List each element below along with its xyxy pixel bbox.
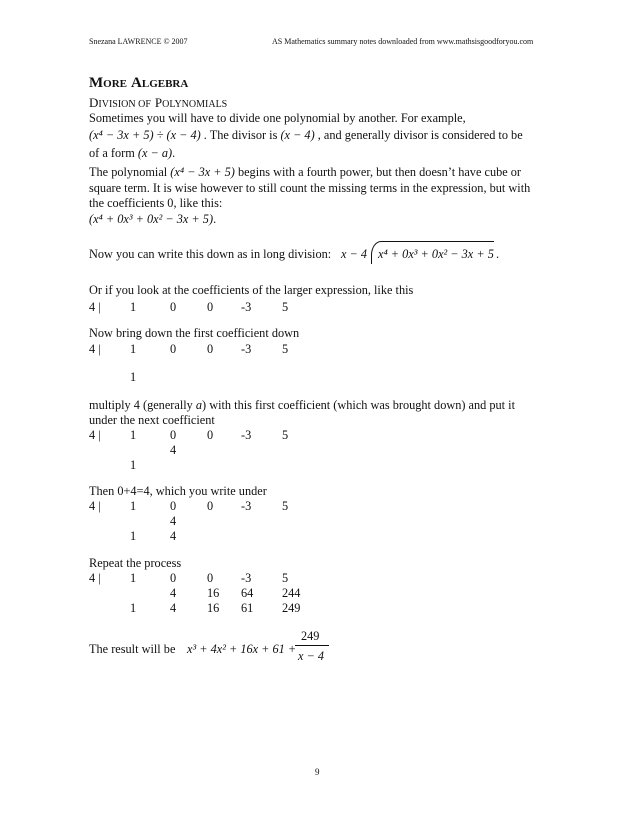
- result-coefficient: 4: [170, 529, 177, 543]
- result-coefficient: 16: [207, 601, 220, 615]
- paragraph-line: Or if you look at the coefficients of the larger expression, like this: [89, 283, 414, 297]
- text-run: multiply 4 (generally: [89, 398, 196, 412]
- product-value: 244: [282, 586, 301, 600]
- paragraph-line: Now bring down the first coefficient down: [89, 326, 300, 340]
- coefficient: 0: [170, 571, 177, 585]
- coefficient: 5: [282, 428, 289, 442]
- coefficient: 0: [207, 300, 214, 314]
- paragraph-line: [89, 398, 515, 413]
- result-coefficient: 61: [241, 601, 254, 615]
- coefficient: 0: [207, 571, 214, 585]
- product-value: 4: [170, 514, 177, 528]
- paragraph-line: Now you can write this down as in long division:: [89, 247, 332, 261]
- coefficient: -3: [241, 499, 252, 513]
- coefficient: 1: [130, 300, 137, 314]
- product-value: 16: [207, 586, 220, 600]
- section-subtitle: [89, 94, 227, 112]
- title-letter: A: [131, 75, 142, 91]
- coefficient: 5: [282, 571, 289, 585]
- math-expression: (x⁴ + 0x³ + 0x² − 3x + 5): [89, 212, 214, 226]
- paragraph-line: square term. It is wise however to still count the missing terms in the expression, but with: [89, 181, 531, 195]
- result-coefficient: 1: [130, 529, 137, 543]
- coefficient: 0: [207, 342, 214, 356]
- coefficient: 0: [170, 300, 177, 314]
- coefficient: 0: [207, 428, 214, 442]
- long-division-divisor: x − 4: [341, 247, 368, 261]
- math-variable: a: [195, 398, 203, 412]
- result-coefficient: 249: [282, 601, 301, 615]
- fraction-denominator: x − 4: [298, 649, 325, 663]
- product-value: 4: [170, 443, 177, 457]
- divisor-label: 4 |: [89, 499, 101, 513]
- fraction-numerator: 249: [301, 629, 320, 643]
- result-coefficient: 4: [170, 601, 177, 615]
- coefficient: 1: [130, 571, 137, 585]
- text-run: .: [213, 212, 217, 226]
- coefficient: 0: [170, 342, 177, 356]
- coefficient: 1: [130, 428, 137, 442]
- divisor-label: 4 |: [89, 342, 101, 356]
- paragraph-line: The result will be: [89, 642, 176, 656]
- text-run: The polynomial: [89, 165, 168, 179]
- text-run: of a form: [89, 146, 135, 160]
- coefficient: -3: [241, 571, 252, 585]
- coefficient: 0: [170, 499, 177, 513]
- paragraph-line: Then 0+4=4, which you write under: [89, 484, 267, 498]
- title-part: LGEBRA: [141, 78, 189, 90]
- product-value: 4: [170, 586, 177, 600]
- section-title: [89, 74, 188, 92]
- result-coefficient: 1: [130, 370, 137, 384]
- math-expression: (x⁴ − 3x + 5) ÷ (x − 4): [89, 128, 201, 142]
- header-author: Snezana LAWRENCE © 2007: [89, 37, 188, 46]
- title-part: ORE: [103, 78, 128, 90]
- coefficient: 0: [170, 428, 177, 442]
- coefficient: 1: [130, 342, 137, 356]
- text-run: .: [172, 146, 176, 160]
- paragraph-line: [89, 212, 216, 227]
- subtitle-part: IVISION OF: [98, 99, 151, 110]
- long-division-dividend: x⁴ + 0x³ + 0x² − 3x + 5: [378, 247, 494, 261]
- text-run: . The divisor is: [203, 128, 278, 142]
- text-run: , and generally divisor is considered to be: [317, 128, 523, 142]
- paragraph-line: [89, 165, 521, 180]
- subtitle-part: OLYNOMIALS: [162, 99, 228, 110]
- subtitle-letter: D: [89, 95, 99, 110]
- math-expression: (x − 4): [280, 128, 315, 142]
- result-polynomial: x³ + 4x² + 16x + 61 +: [187, 642, 297, 656]
- coefficient: -3: [241, 428, 252, 442]
- math-expression: (x⁴ − 3x + 5): [170, 165, 235, 179]
- subtitle-letter: P: [154, 95, 163, 110]
- paragraph-line: [89, 128, 523, 143]
- text-run: begins with a fourth power, but then doesn’t have cube or: [237, 165, 522, 179]
- coefficient: 0: [207, 499, 214, 513]
- product-value: 64: [241, 586, 254, 600]
- coefficient: 5: [282, 499, 289, 513]
- divisor-label: 4 |: [89, 428, 101, 442]
- title-letter: M: [89, 75, 104, 91]
- coefficient: 1: [130, 499, 137, 513]
- result-coefficient: 1: [130, 601, 137, 615]
- paragraph-line: Repeat the process: [89, 556, 182, 570]
- coefficient: 5: [282, 342, 289, 356]
- paragraph-line: the coefficients 0, like this:: [89, 196, 223, 210]
- coefficient: 5: [282, 300, 289, 314]
- math-expression: (x − a): [137, 146, 173, 160]
- coefficient: -3: [241, 342, 252, 356]
- fraction-bar: [295, 645, 329, 646]
- divisor-label: 4 |: [89, 300, 101, 314]
- coefficient: -3: [241, 300, 252, 314]
- result-coefficient: 1: [130, 458, 137, 472]
- text-run: .: [496, 247, 500, 261]
- header-source: AS Mathematics summary notes downloaded from www.mathsisgoodforyou.com: [272, 37, 534, 46]
- divisor-label: 4 |: [89, 571, 101, 585]
- paragraph-line: under the next coefficient: [89, 413, 215, 427]
- paragraph-line: Sometimes you will have to divide one polynomial by another. For example,: [89, 111, 466, 125]
- page-number: 9: [315, 767, 320, 777]
- text-run: ) with this first coefficient (which was brought down) and put it: [202, 398, 515, 412]
- paragraph-line: [89, 146, 175, 161]
